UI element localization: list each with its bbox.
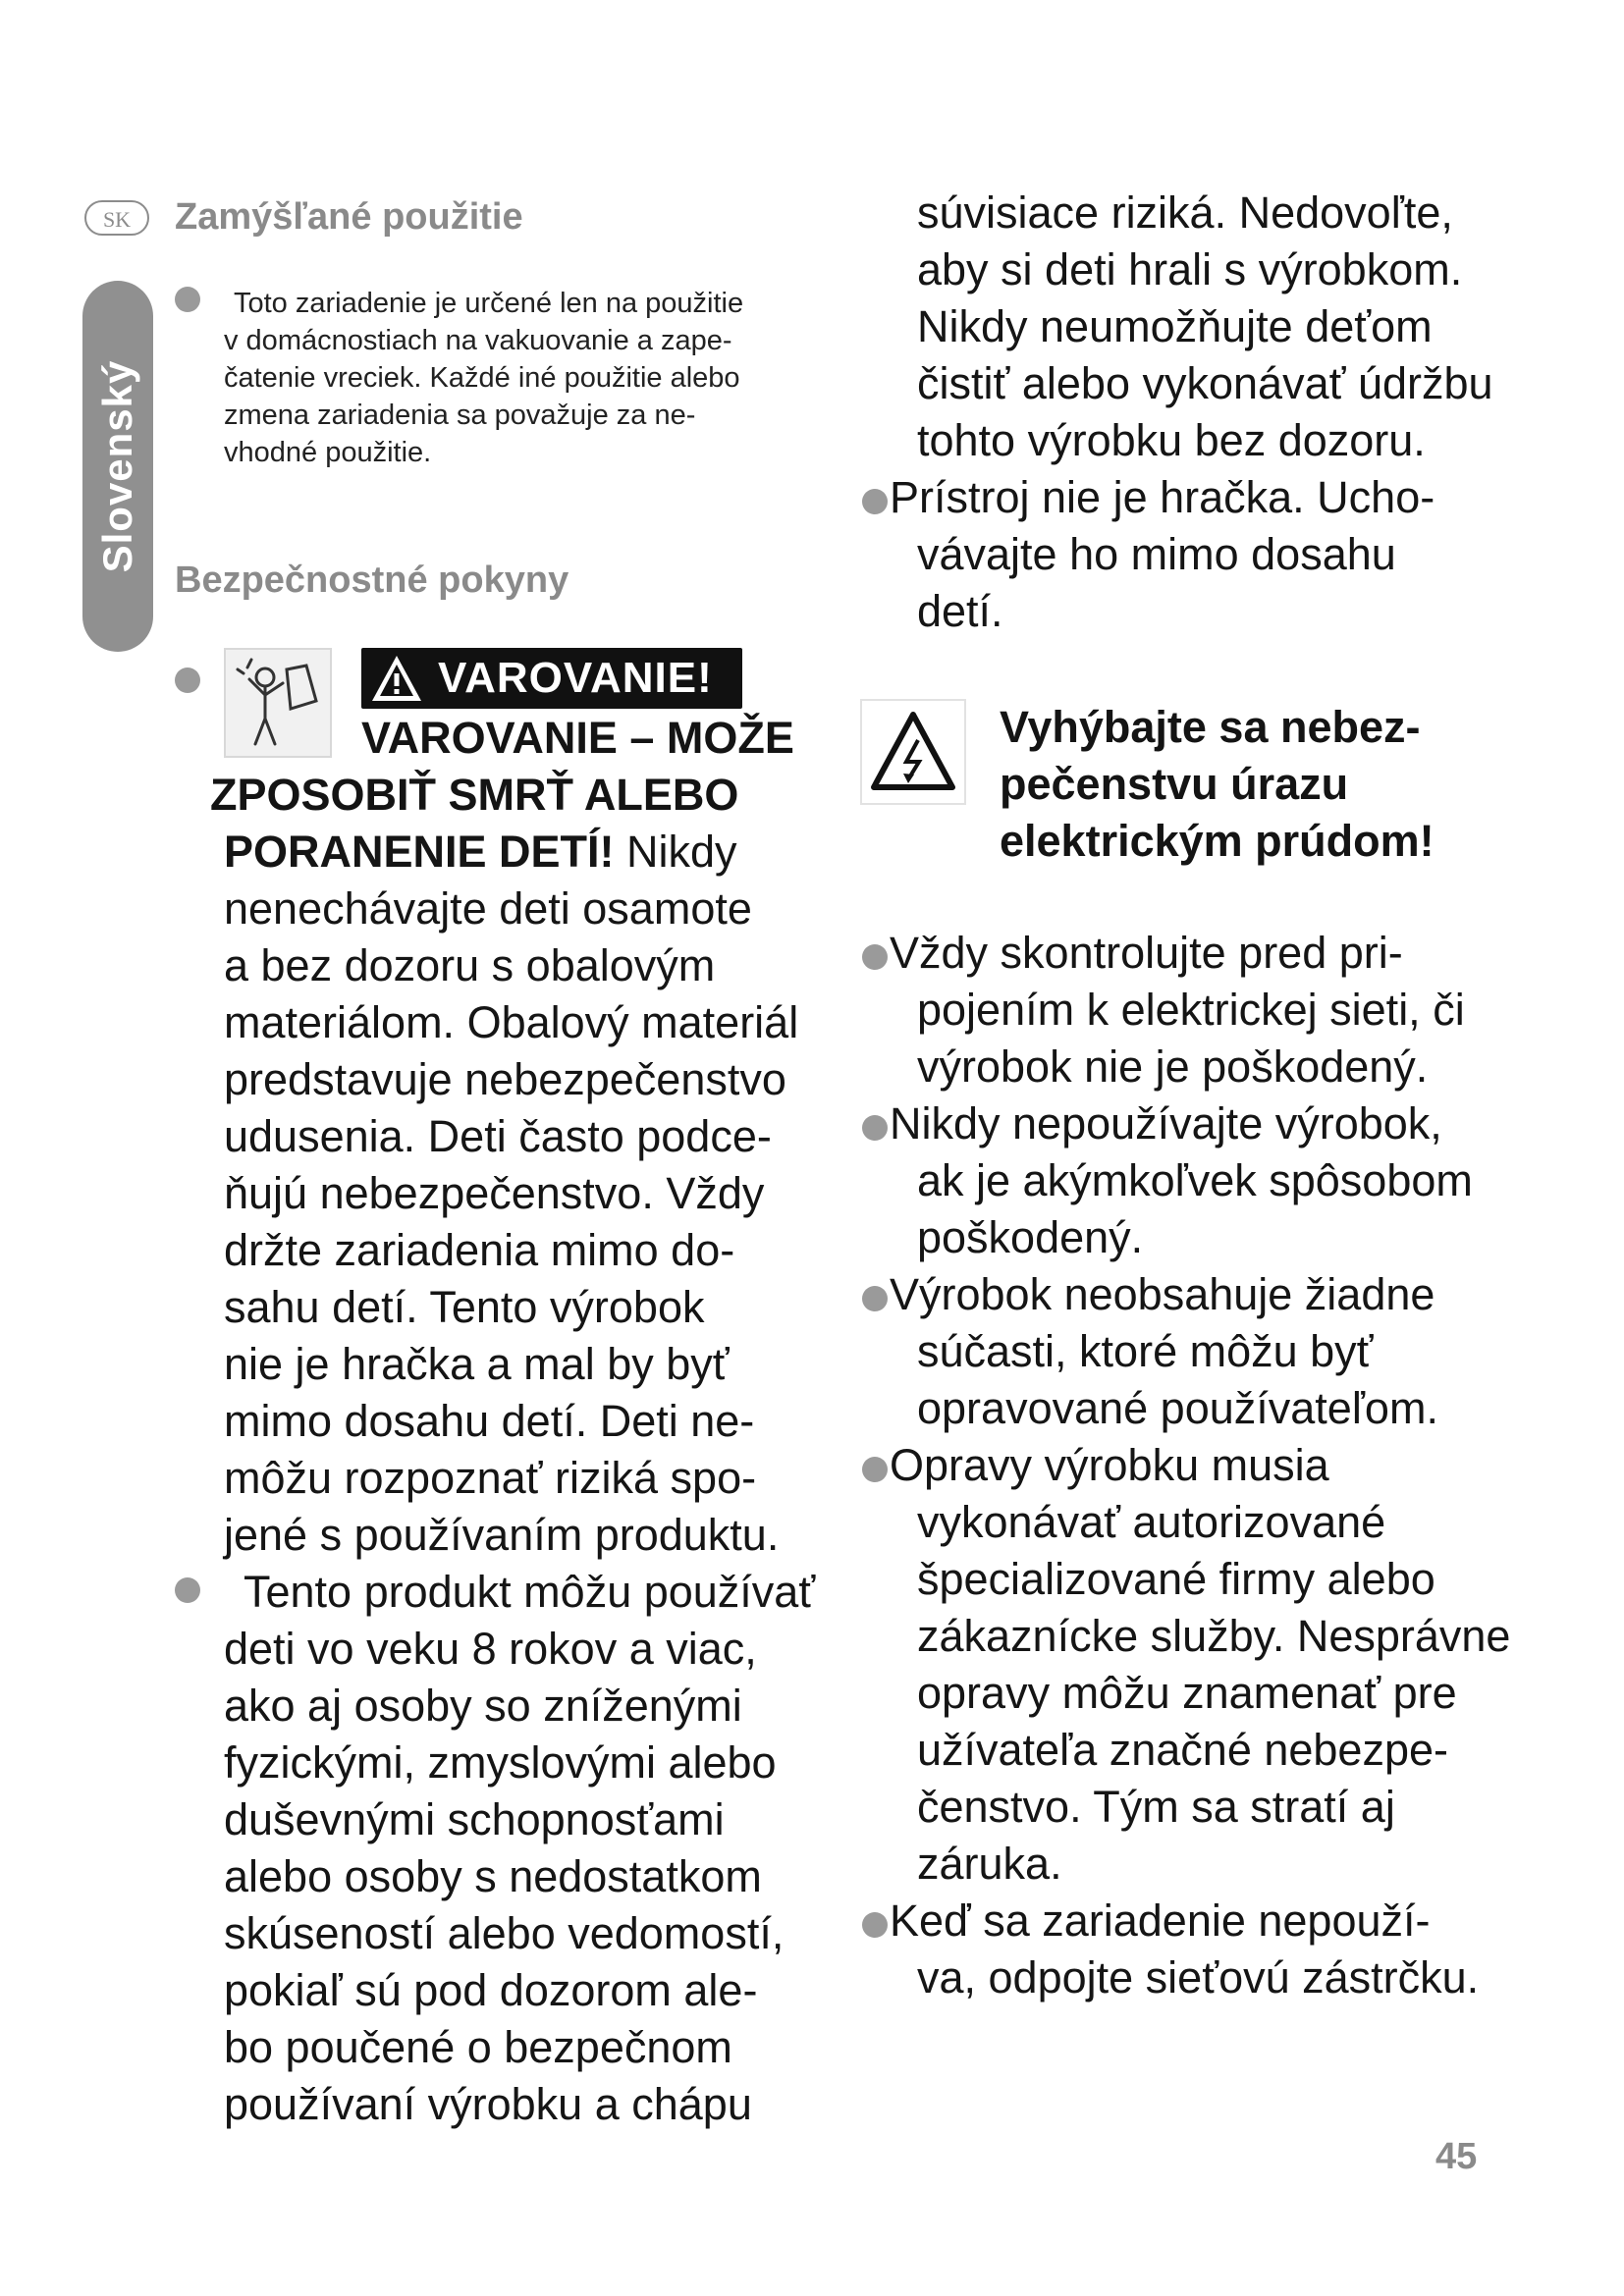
intended-use-line: Toto zariadenie je určené len na použitie: [234, 288, 744, 319]
children-line: pokiaľ sú pod dozorom ale-: [224, 1965, 758, 2015]
intended-use-line: v domácnostiach na vakuovanie a zape-: [224, 325, 732, 356]
bullet-icon: [862, 1912, 888, 1938]
intended-use-line: čatenie vreciek. Každé iné použitie alebo: [224, 362, 740, 394]
item-first-line: Vždy skontrolujte pred pri-: [890, 928, 1403, 978]
bullet-icon: [862, 1457, 888, 1482]
warning-line: môžu rozpoznať riziká spo-: [224, 1453, 757, 1503]
page-number: 45: [1435, 2136, 1478, 2177]
children-line: duševnými schopnosťami: [224, 1794, 725, 1844]
item-line: zákaznícke služby. Nesprávne: [917, 1611, 1511, 1661]
children-first-line: Tento produkt môžu používať: [244, 1567, 816, 1617]
continuation-line: súvisiace riziká. Nedovoľte,: [917, 187, 1453, 238]
item-first-line: Keď sa zariadenie nepouží-: [890, 1896, 1431, 1946]
item-line: ak je akýmkoľvek spôsobom: [917, 1155, 1473, 1205]
children-line: bo poučené o bezpečnom: [224, 2022, 732, 2072]
item-line: záruka.: [917, 1839, 1062, 1889]
warning-title-line: VAROVANIE – MOŽE: [361, 713, 794, 763]
item-line: va, odpojte sieťovú zástrčku.: [917, 1952, 1480, 2002]
bullet-icon: [175, 1577, 200, 1603]
warning-line: a bez dozoru s obalovým: [224, 940, 716, 990]
shock-heading-line: elektrickým prúdom!: [1000, 816, 1435, 866]
continuation-line: čistiť alebo vykonávať údržbu: [917, 358, 1493, 408]
item-first-line: Nikdy nepoužívajte výrobok,: [890, 1098, 1442, 1148]
bullet-icon: [175, 287, 200, 312]
item-body: [917, 1152, 1473, 1266]
children-line: fyzickými, zmyslovými alebo: [224, 1737, 777, 1788]
bullet-icon: [862, 1286, 888, 1311]
warning-line: držte zariadenia mimo do-: [224, 1225, 735, 1275]
warning-title-line: ZPOSOBIŤ SMRŤ ALEBO: [210, 770, 739, 820]
shock-heading-line: pečenstvu úrazu: [1000, 759, 1349, 809]
shock-heading-line: Vyhýbajte sa nebez-: [1000, 702, 1421, 752]
bullet-icon: [862, 944, 888, 970]
toy-line: vávajte ho mimo dosahu: [917, 529, 1396, 579]
language-side-tab: [82, 281, 153, 652]
shock-heading: [1000, 699, 1435, 870]
toy-line: detí.: [917, 586, 1003, 636]
item-first-line: Výrobok neobsahuje žiadne: [890, 1269, 1435, 1319]
children-line: deti vo veku 8 rokov a viac,: [224, 1624, 757, 1674]
item-line: poškodený.: [917, 1212, 1144, 1262]
continuation-line: tohto výrobku bez dozoru.: [917, 415, 1426, 465]
item-first-line: Opravy výrobku musia: [890, 1440, 1329, 1490]
bullet-icon: [862, 489, 888, 514]
continuation-line: aby si deti hrali s výrobkom.: [917, 244, 1463, 294]
warning-line: jené s používaním produktu.: [224, 1510, 780, 1560]
warning-title-rest: Nikdy: [614, 827, 737, 877]
item-body: [917, 1494, 1510, 1893]
item-line: špecializované firmy alebo: [917, 1554, 1435, 1604]
item-line: čenstvo. Tým sa stratí aj: [917, 1782, 1395, 1832]
intended-use-text: [224, 285, 852, 471]
intended-use-line: vhodné použitie.: [224, 437, 432, 468]
electric-shock-icon: [860, 699, 966, 805]
children-line: ako aj osoby so zníženými: [224, 1681, 742, 1731]
toy-body: [917, 526, 1396, 640]
bullet-icon: [175, 667, 200, 693]
item-line: opravované používateľom.: [917, 1383, 1438, 1433]
item-line: opravy môžu znamenať pre: [917, 1668, 1457, 1718]
item-body: [917, 1949, 1479, 2006]
warning-badge: [361, 648, 742, 709]
warning-triangle-icon: [369, 652, 424, 710]
language-tab-label: Slovenský: [94, 359, 140, 573]
warning-line: sahu detí. Tento výrobok: [224, 1282, 705, 1332]
bullet-icon: [862, 1115, 888, 1141]
continuation-text: [917, 185, 1493, 469]
safety-heading: Bezpečnostné pokyny: [175, 560, 569, 601]
warning-line: nenechávajte deti osamote: [224, 883, 752, 934]
intended-use-line: zmena zariadenia sa považuje za ne-: [224, 400, 696, 431]
toy-first-line: Prístroj nie je hračka. Ucho-: [890, 472, 1435, 522]
continuation-line: Nikdy neumožňujte deťom: [917, 301, 1433, 351]
children-body: [224, 1621, 784, 2133]
item-line: súčasti, ktoré môžu byť: [917, 1326, 1374, 1376]
warning-line: udusenia. Deti často podce-: [224, 1111, 772, 1161]
item-body: [917, 982, 1465, 1095]
warning-line: mimo dosahu detí. Deti ne-: [224, 1396, 755, 1446]
child-with-bag-icon: [224, 648, 332, 758]
item-body: [917, 1323, 1438, 1437]
language-badge: SK: [84, 200, 149, 236]
warning-title-line: [224, 824, 737, 881]
item-line: výrobok nie je poškodený.: [917, 1041, 1429, 1092]
warning-line: predstavuje nebezpečenstvo: [224, 1054, 786, 1104]
warning-line: ňujú nebezpečenstvo. Vždy: [224, 1168, 765, 1218]
warning-badge-label: VAROVANIE!: [438, 654, 713, 702]
children-line: používaní výrobku a chápu: [224, 2079, 752, 2129]
intended-use-heading: Zamýšľané použitie: [175, 196, 523, 238]
warning-title-bold: PORANENIE DETÍ!: [224, 827, 615, 877]
children-line: alebo osoby s nedostatkom: [224, 1851, 762, 1901]
item-line: vykonávať autorizované: [917, 1497, 1386, 1547]
warning-body: [224, 881, 798, 1564]
item-line: užívateľa značné nebezpe-: [917, 1725, 1448, 1775]
warning-line: materiálom. Obalový materiál: [224, 997, 799, 1047]
item-line: pojením k elektrickej sieti, či: [917, 985, 1465, 1035]
children-line: skúseností alebo vedomostí,: [224, 1908, 785, 1958]
warning-line: nie je hračka a mal by byť: [224, 1339, 730, 1389]
